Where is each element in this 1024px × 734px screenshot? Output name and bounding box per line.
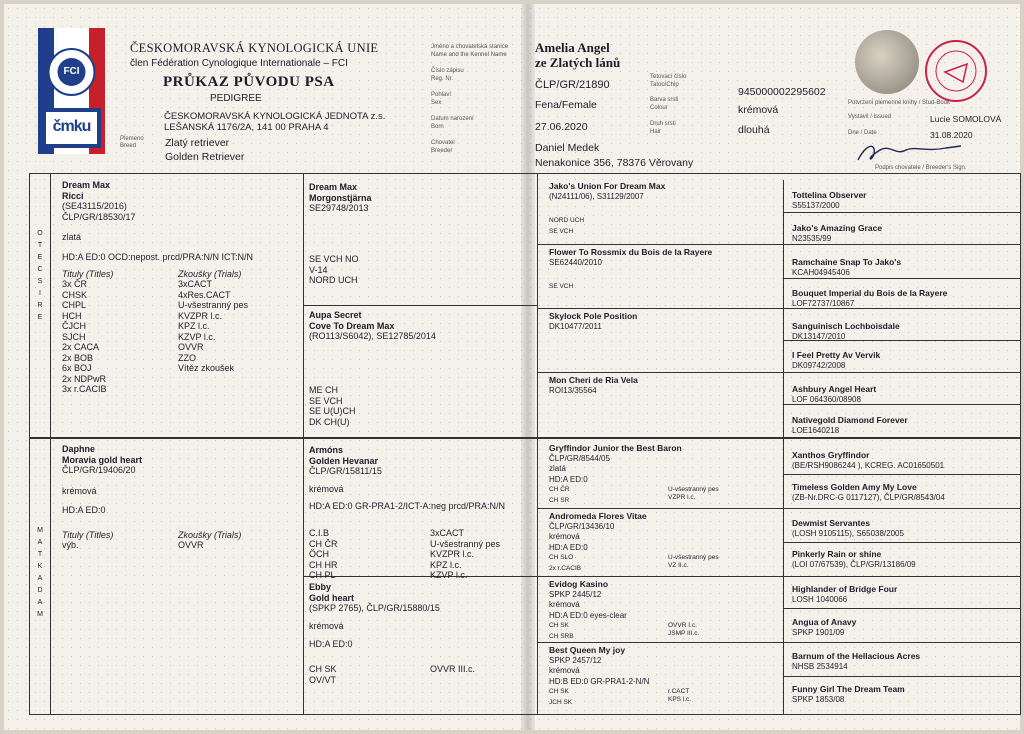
sire-trial-item: U-všestranný pes — [178, 300, 249, 310]
ancestor-name: Nativegold Diamond Forever — [792, 415, 908, 425]
dog-sex: Fena/Female — [535, 99, 597, 111]
ancestor-extra: r.CACT — [668, 688, 690, 695]
sire-title-item: SJCH — [62, 331, 86, 342]
ancestor-info: krémová — [549, 532, 580, 541]
studbook-stamp — [925, 40, 987, 102]
gen4-ancestor — [792, 350, 880, 371]
issuer-line-1: ČESKOMORAVSKÁ KYNOLOGICKÁ JEDNOTA z.s. — [164, 111, 386, 122]
breeder-address: Nenakonice 356, 78376 Věrovany — [535, 157, 694, 169]
ancestor-name: Andromeda Flores Vitae — [549, 511, 647, 521]
label-breeder-cz: Chovatel — [431, 140, 455, 146]
document-title: PRŮKAZ PŮVODU PSA — [163, 74, 335, 90]
ancestor-reg: LOSH 1040066 — [792, 594, 848, 604]
dam-dam-title-item: OV/VT — [309, 674, 337, 685]
label-reg-en: Reg. Nr. — [431, 76, 454, 82]
dog-hair: dlouhá — [738, 124, 770, 136]
ancestor-name: Best Queen My joy — [549, 645, 626, 655]
breed-label-cz: Plemeno — [120, 136, 144, 142]
dam-sire-title-item: CH ČR — [309, 538, 338, 549]
ancestor-reg: LOF 064360/08908 — [792, 394, 861, 404]
gen3-ancestor — [549, 181, 665, 237]
ancestor-info: krémová — [549, 666, 580, 675]
breed-en: Golden Retriever — [165, 151, 245, 163]
sire-title-item: 3x r.CACIB — [62, 384, 107, 394]
sire-side-label: O T E C S I R E — [37, 230, 43, 321]
gen4-ancestor — [792, 684, 905, 705]
gen3-ancestor — [549, 511, 647, 574]
ancestor-reg: (ZB-Nr.DRC-G 0117127), ČLP/GR/8543/04 — [792, 492, 945, 502]
issue-date-label: Dne / Date — [848, 130, 877, 136]
ancestor-name: Mon Cheri de Ria Vela — [549, 375, 638, 385]
sire-trials — [178, 279, 248, 374]
ancestor-name: Bouquet Imperial du Bois de la Rayere — [792, 288, 948, 298]
dog-born: 27.06.2020 — [535, 121, 588, 133]
sire-dam-titles — [309, 385, 356, 427]
sire-trial-item: ZZO — [178, 352, 196, 363]
sire-sire-title-item: V-14 — [309, 264, 328, 275]
dam-titles-label: Tituly (Titles) — [62, 530, 114, 540]
ancestor-name: Funny Girl The Dream Team — [792, 684, 905, 694]
sire-trial-item: KVZPR l.c. — [178, 310, 223, 321]
gen4-ancestor — [792, 415, 908, 436]
ancestor-info: HD:A ED:0 — [549, 474, 588, 484]
ancestor-reg: KCAH04945406 — [792, 267, 850, 277]
ancestor-extra: KPS l.c. — [668, 696, 692, 703]
dam-sire-trial-item: KZVP l.c. — [430, 570, 468, 580]
ancestor-info: CH SRB — [549, 632, 574, 640]
dam-sire-cell: Armóns Golden Hevanar ČLP/GR/15811/15 krémová HD:A ED:0 GR-PRA1-2/ICT-A:neg prcd/PRA:N/N — [309, 445, 506, 511]
breed-label-en: Breed — [120, 143, 137, 149]
label-sex-en: Sex — [431, 100, 442, 106]
dam-dam-cell: Ebby Gold heart (SPKP 2765), ČLP/GR/15880/15 krémová HD:A ED:0 — [309, 582, 440, 649]
gen4-ancestor — [792, 584, 897, 605]
ancestor-reg: NHSB 2534914 — [792, 661, 848, 671]
label-tattoo-en: Tatoo/Chip — [650, 82, 679, 88]
ancestor-info: CH SK — [549, 622, 569, 629]
ancestor-name: Barnum of the Hellacious Acres — [792, 651, 921, 661]
ancestor-reg: SPKP 1853/08 — [792, 694, 845, 704]
label-tattoo-cz: Tetovací číslo — [650, 74, 687, 80]
gen3-ancestor — [549, 443, 682, 506]
ancestor-info: 2x r.CACIB — [549, 564, 582, 572]
sire-sire-cell: Dream Max Morgonstjärna SE29748/2013 — [309, 182, 372, 213]
ancestor-info: CH ČR — [549, 486, 570, 493]
dam-sire-trial-item: KPZ l.c. — [430, 559, 462, 570]
sire-dam-title-item: SE VCH — [309, 395, 343, 406]
label-born-cz: Datum narození — [431, 116, 474, 122]
label-colour-en: Colour — [650, 105, 668, 111]
gen4-ancestor — [792, 617, 856, 638]
ancestor-info: JCH SK — [549, 698, 573, 706]
ancestor-info: zlatá — [549, 464, 566, 473]
sire-title-item: HCH — [62, 310, 82, 321]
ancestor-reg: ČLP/GR/13436/10 — [549, 521, 615, 531]
dam-sire-trials — [430, 528, 500, 581]
label-hair-cz: Druh srsti — [650, 121, 676, 127]
union-name: ČESKOMORAVSKÁ KYNOLOGICKÁ UNIE — [130, 41, 379, 55]
ancestor-info: CH SLO — [549, 554, 574, 561]
fci-cmku-logo — [38, 28, 105, 154]
sire-sire-title-item: NORD UCH — [309, 275, 358, 285]
ancestor-extra: OVVR I.c. — [668, 622, 697, 629]
ancestor-reg: (BE/RSH9086244 ), KCREG. AC01650501 — [792, 460, 945, 470]
ancestor-name: Xanthos Gryffindor — [792, 450, 870, 460]
dam-sire-title-item: CH HR — [309, 559, 338, 570]
ancestor-name: Pinkerly Rain or shine — [792, 549, 882, 559]
sire-title-item: 2x CACA — [62, 342, 100, 352]
dog-name-line-2: ze Zlatých lánů — [535, 55, 621, 70]
issued-label: Vystavil / Issued — [848, 114, 892, 120]
sire-title-item: 6x BOJ — [62, 363, 92, 373]
dog-name-line-1: Amelia Angel — [535, 40, 610, 55]
dam-sire-trial-item: 3xCACT — [430, 528, 465, 538]
ancestor-name: Ramchaine Snap To Jako's — [792, 257, 902, 267]
ancestor-extra: VZPR l.c. — [668, 494, 696, 501]
fci-member: člen Fédération Cynologique Internationale – FCI — [130, 58, 348, 69]
sire-trial-item: KZVP l.c. — [178, 331, 216, 342]
label-hair-en: Hair — [650, 129, 662, 135]
ancestor-name: I Feel Pretty Av Vervik — [792, 350, 881, 360]
ancestor-info: HD:A ED:0 — [549, 542, 588, 552]
sire-dam-title-item: DK CH(U) — [309, 416, 350, 427]
sire-trial-item: OVVR — [178, 342, 204, 352]
sire-dam-title-item: ME CH — [309, 385, 338, 395]
ancestor-info: NORD UCH — [549, 217, 585, 224]
gen3-ancestor — [549, 579, 627, 642]
sire-title-item: CHPL — [62, 300, 87, 310]
gen3-ancestor — [549, 311, 637, 332]
label-colour-cz: Barva srsti — [650, 97, 679, 103]
gen4-ancestor — [792, 482, 945, 503]
ancestor-info: krémová — [549, 600, 580, 609]
label-born-en: Born — [431, 124, 444, 130]
dam-sire-title-item: ÖCH — [309, 549, 329, 559]
cmku-logo-text: čmku — [52, 118, 91, 135]
ancestor-name: Angua of Anavy — [792, 617, 857, 627]
dam-titles: výb. — [62, 540, 79, 550]
sire-dam-cell: Aupa Secret Cove To Dream Max (RO113/S6042), SE12785/2014 — [309, 310, 436, 341]
sire-cell: Dream Max Ricci (SE43115/2016) ČLP/GR/18530/17 zlatá HD:A ED:0 OCD:nepost. prcd/PRA:N/N ICT:N/N — [62, 180, 254, 262]
gen4-ancestor — [792, 651, 920, 672]
ancestor-reg: ROI13/35564 — [549, 385, 597, 395]
ancestor-name: Gryffindor Junior the Best Baron — [549, 443, 682, 453]
sire-title-item: 3x ČR — [62, 279, 88, 289]
gen4-ancestor — [792, 288, 947, 309]
ancestor-name: Jako's Amazing Grace — [792, 223, 883, 233]
ancestor-name: Flower To Rossmix du Bois de la Rayere — [549, 247, 713, 257]
ancestor-reg: (LOI 07/67539), ČLP/GR/13186/09 — [792, 559, 916, 569]
ancestor-name: Tottelina Observer — [792, 190, 867, 200]
ancestor-name: Highlander of Bridge Four — [792, 584, 898, 594]
issuer-line-2: LEŠANSKÁ 1176/2A, 141 00 PRAHA 4 — [164, 122, 329, 133]
label-breeder-en: Breeder — [431, 148, 453, 154]
dam-dam-titles — [309, 664, 337, 685]
sire-titles — [62, 279, 107, 395]
issue-date: 31.08.2020 — [930, 130, 973, 140]
dam-trials: OVVR — [178, 540, 204, 550]
label-sex-cz: Pohlaví — [431, 92, 452, 98]
gen4-ancestor — [792, 518, 904, 539]
gen3-ancestor — [549, 645, 649, 708]
dog-chip: 945000002295602 — [738, 86, 826, 98]
ancestor-name: Timeless Golden Amy My Love — [792, 482, 917, 492]
fci-logo-text: FCI — [63, 66, 80, 77]
ancestor-reg: LOF72737/10867 — [792, 298, 855, 308]
ancestor-reg: (N24111/06), S31129/2007 — [549, 191, 644, 201]
sire-trial-item: Vítěz zkoušek — [178, 363, 235, 373]
sire-sire-title-item: SE VCH NO — [309, 254, 359, 264]
ancestor-extra: U-všestranný pes — [668, 486, 719, 493]
ancestor-name: Dewmist Servantes — [792, 518, 870, 528]
ancestor-reg: DK10477/2011 — [549, 321, 602, 331]
ancestor-name: Jako's Union For Dream Max — [549, 181, 666, 191]
ancestor-info: HD:A ED:0 eyes-clear — [549, 610, 627, 620]
sire-trial-item: 4xRes.CACT — [178, 289, 231, 300]
ancestor-reg: DK13147/2010 — [792, 331, 846, 341]
gen3-ancestor — [549, 375, 638, 396]
ancestor-reg: (LOSH 9105115), S65038/2005 — [792, 528, 904, 538]
sire-title-item: CHSK — [62, 289, 88, 300]
gen4-ancestor — [792, 257, 901, 278]
gen3-ancestor — [549, 247, 712, 293]
ancestor-extra: VZ II.c. — [668, 562, 689, 569]
ancestor-reg: SPKP 1901/09 — [792, 627, 845, 637]
ancestor-name: Ashbury Angel Heart — [792, 384, 877, 394]
ancestor-reg: ČLP/GR/8544/05 — [549, 453, 610, 463]
gen4-ancestor — [792, 384, 876, 405]
gen4-ancestor — [792, 549, 916, 570]
dog-colour: krémová — [738, 104, 779, 116]
dam-sire-title-item: CH PL — [309, 570, 336, 580]
ancestor-extra: JSMP III.c. — [668, 630, 700, 637]
breed-cz: Zlatý retriever — [165, 137, 230, 149]
dam-dam-title-item: CH SK — [309, 664, 337, 674]
sire-title-item: ČJCH — [62, 321, 86, 331]
label-name-en: Name and the Kennel Name — [431, 52, 507, 58]
ancestor-info: CH SK — [549, 688, 569, 695]
breeder-sign-label: Podpis chovatele / Breeder's Sign. — [875, 165, 967, 171]
ancestor-name: Sanguinisch Lochboisdale — [792, 321, 900, 331]
ancestor-reg: N23535/99 — [792, 233, 832, 243]
dam-dam-trials: OVVR III.c. — [430, 664, 476, 674]
ancestor-extra: U-všestranný pes — [668, 554, 719, 561]
dam-sire-trial-item: U-všestranný pes — [430, 538, 501, 549]
studbook-confirm-label: Potvrzení plemenné knihy / Stud-Book — [848, 100, 951, 106]
sire-sire-titles — [309, 254, 359, 286]
ancestor-info: CH SR — [549, 496, 570, 504]
label-name-cz: Jméno a chovatelská stanice — [431, 44, 509, 50]
ancestor-name: Evidog Kasino — [549, 579, 609, 589]
ancestor-name: Skylock Pole Position — [549, 311, 638, 321]
ancestor-reg: SPKP 2445/12 — [549, 589, 602, 599]
gen4-ancestor — [792, 321, 900, 342]
ancestor-info: SE VCH — [549, 227, 574, 235]
dam-sire-trial-item: KVZPR l.c. — [430, 549, 475, 559]
issued-by: Lucie SOMOLOVÁ — [930, 114, 1002, 124]
ancestor-info: SE VCH — [549, 283, 574, 290]
sire-title-item: 2x BOB — [62, 352, 94, 363]
document-subtitle: PEDIGREE — [210, 93, 262, 104]
ancestor-reg: S55137/2000 — [792, 200, 840, 210]
breeder-name: Daniel Medek — [535, 142, 600, 154]
ancestor-info: HD:B ED:0 GR-PRA1-2-N/N — [549, 676, 650, 686]
sire-dam-title-item: SE U(U)CH — [309, 406, 356, 416]
gen4-ancestor — [792, 223, 882, 244]
label-reg-cz: Číslo zápisu — [431, 68, 464, 74]
sire-trial-item: KPZ l.c. — [178, 321, 210, 331]
sire-trial-item: 3xCACT — [178, 279, 213, 289]
sire-trials-label: Zkoušky (Trials) — [178, 269, 242, 279]
gen4-ancestor — [792, 450, 944, 471]
dam-side-label: M A T K A D A M — [37, 527, 43, 618]
dog-reg-nr: ČLP/GR/21890 — [535, 79, 610, 91]
ancestor-reg: LOE1640218 — [792, 425, 840, 435]
dam-trials-label: Zkoušky (Trials) — [178, 530, 242, 540]
dam-sire-titles — [309, 528, 338, 581]
ancestor-reg: SE62440/2010 — [549, 257, 602, 267]
ancestor-reg: DK09742/2008 — [792, 360, 846, 370]
dam-cell: Daphne Moravia gold heart ČLP/GR/19406/20 krémová HD:A ED:0 — [62, 444, 143, 515]
hologram-stamp — [855, 30, 919, 94]
dam-sire-title-item: C.I.B — [309, 528, 330, 538]
gen4-ancestor — [792, 190, 866, 211]
sire-titles-label: Tituly (Titles) — [62, 269, 114, 279]
sire-title-item: 2x NDPwR — [62, 373, 107, 384]
ancestor-reg: SPKP 2457/12 — [549, 655, 602, 665]
